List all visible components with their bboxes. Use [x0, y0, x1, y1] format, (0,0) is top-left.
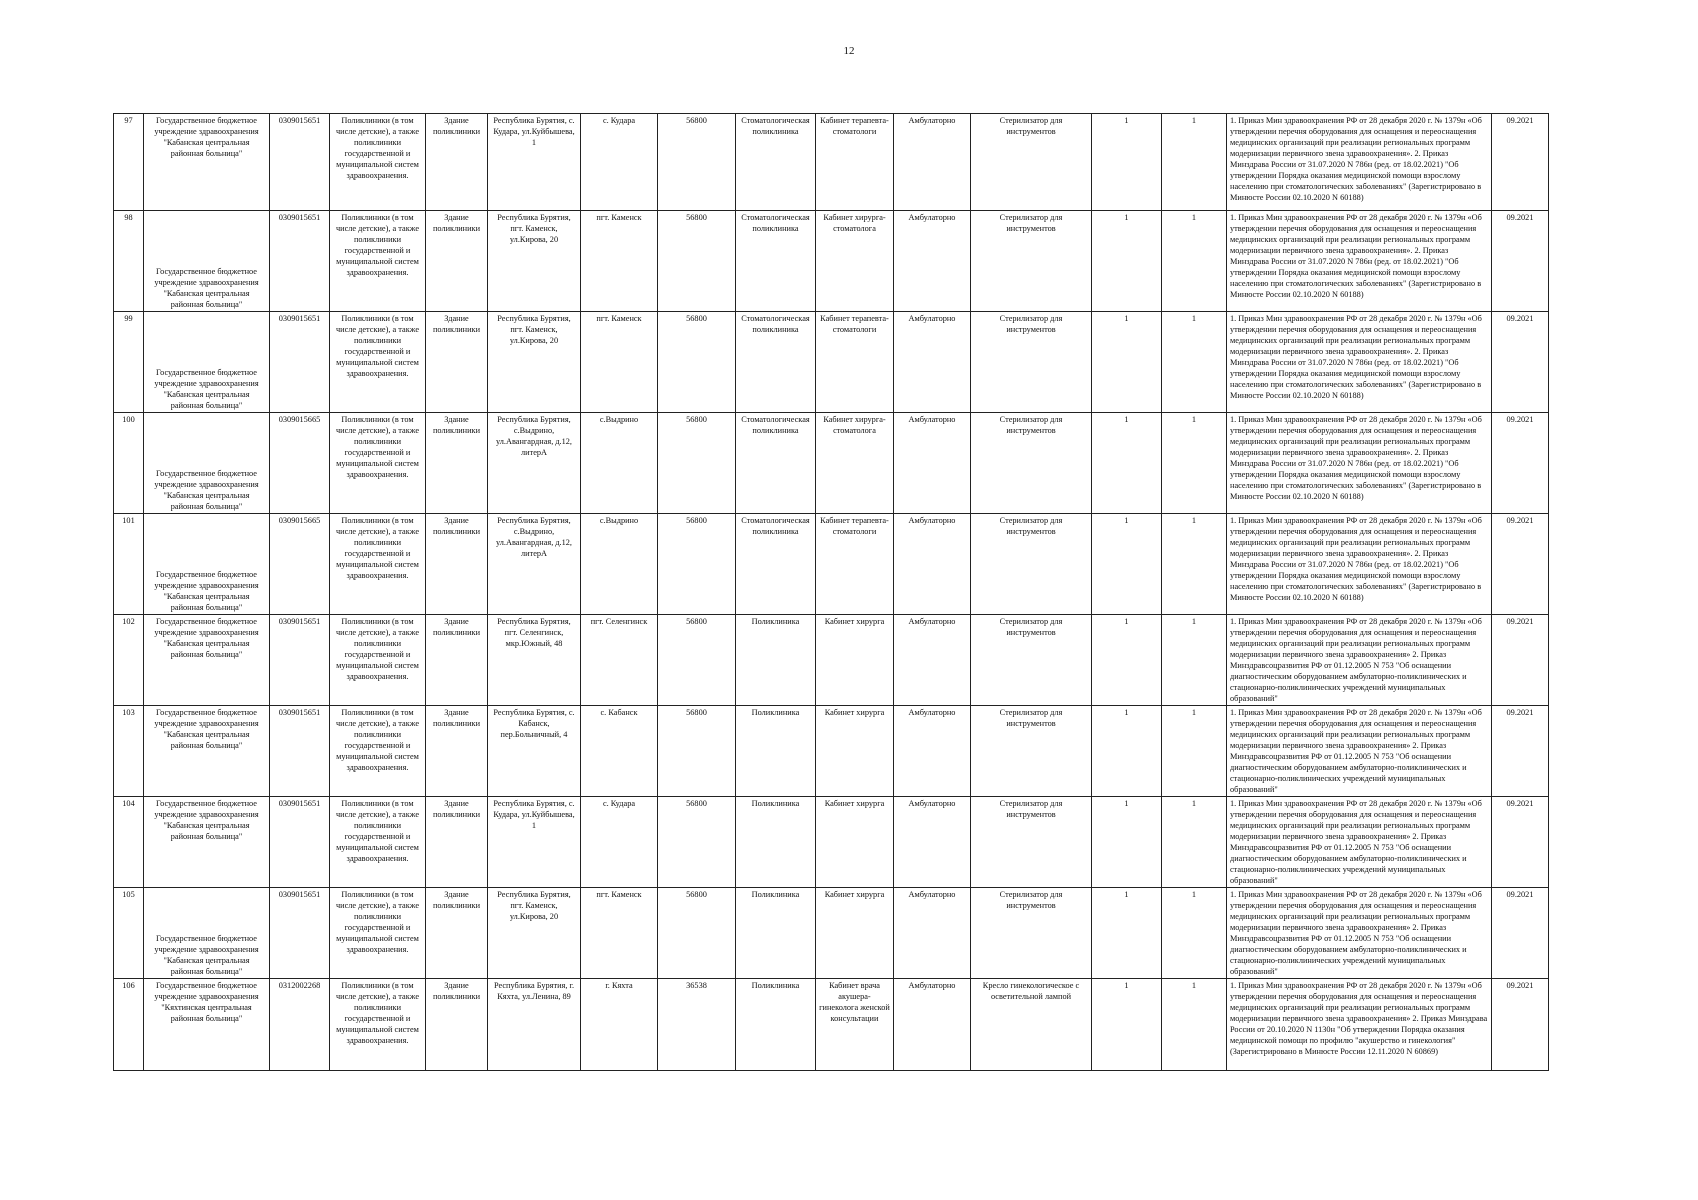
department-cell: Поликлиника [736, 615, 816, 706]
building-type-cell: Здание поликлиники [426, 797, 488, 888]
address-cell: Республика Бурятия, с.Выдрино, ул.Авангардная, д.12, литерА [488, 413, 581, 514]
locality-cell: с. Кудара [581, 797, 658, 888]
address-cell: Республика Бурятия, с. Кудара, ул.Куйбышева, 1 [488, 114, 581, 211]
room-name-cell: Кабинет хирурга [816, 888, 894, 979]
care-conditions-cell: Амбулаторно [894, 797, 971, 888]
row-number-cell: 103 [114, 706, 144, 797]
facility-type-cell: Поликлиники (в том числе детские), а также поликлиники государственной и муниципальной систем здравоохранения. [330, 888, 426, 979]
facility-type-cell: Поликлиники (в том числе детские), а также поликлиники государственной и муниципальной систем здравоохранения. [330, 706, 426, 797]
table-row [114, 615, 1549, 706]
quantity-planned-cell: 1 [1162, 514, 1227, 615]
organization-name-cell: Государственное бюджетное учреждение здравоохранения "Кабанская центральная районная больница" [144, 797, 270, 888]
delivery-date-cell: 09.2021 [1492, 888, 1549, 979]
okato-code-cell: 56800 [658, 706, 736, 797]
room-name-cell: Кабинет врача акушера-гинеколога женской консультации [816, 979, 894, 1071]
okato-code-cell: 36538 [658, 979, 736, 1071]
facility-type-cell: Поликлиники (в том числе детские), а также поликлиники государственной и муниципальной систем здравоохранения. [330, 114, 426, 211]
org-code-cell: 0309015665 [270, 413, 330, 514]
quantity-planned-cell: 1 [1162, 615, 1227, 706]
delivery-date-cell: 09.2021 [1492, 413, 1549, 514]
care-conditions-cell: Амбулаторно [894, 979, 971, 1071]
quantity-required-cell: 1 [1092, 312, 1162, 413]
care-conditions-cell: Амбулаторно [894, 888, 971, 979]
equipment-name-cell: Стерилизатор для инструментов [971, 413, 1092, 514]
table-row [114, 514, 1549, 615]
locality-cell: с. Кудара [581, 114, 658, 211]
building-type-cell: Здание поликлиники [426, 979, 488, 1071]
department-cell: Стоматологическая поликлиника [736, 114, 816, 211]
okato-code-cell: 56800 [658, 514, 736, 615]
quantity-required-cell: 1 [1092, 514, 1162, 615]
organization-name-cell: Государственное бюджетное учреждение здравоохранения "Кяхтинская центральная районная больница" [144, 979, 270, 1071]
regulatory-basis-cell: 1. Приказ Мин здравоохранения РФ от 28 декабря 2020 г. № 1379н «Об утверждении перечня оборудования для оснащения и переоснащения медицинских организаций при реализации региональных программ модернизации первичного звена здравоохранения» 2. Приказ Минздрава России от 20.10.2020 N 1130н "Об утверждении Порядка оказания медицинской помощи по профилю "акушерство и гинекология" (Зарегистрировано в Минюсте России 12.11.2020 N 60869) [1227, 979, 1492, 1071]
table-row [114, 797, 1549, 888]
locality-cell: с. Кабанск [581, 706, 658, 797]
facility-type-cell: Поликлиники (в том числе детские), а также поликлиники государственной и муниципальной систем здравоохранения. [330, 514, 426, 615]
address-cell: Республика Бурятия, пгт. Каменск, ул.Кирова, 20 [488, 888, 581, 979]
regulatory-basis-cell: 1. Приказ Мин здравоохранения РФ от 28 декабря 2020 г. № 1379н «Об утверждении перечня оборудования для оснащения и переоснащения медицинских организаций при реализации региональных программ модернизации первичного звена здравоохранения». 2. Приказ Минздрава России от 31.07.2020 N 786н (ред. от 18.02.2021) "Об утверждении Порядка оказания медицинской помощи взрослому населению при стоматологических заболеваниях" (Зарегистрировано в Минюсте России 02.10.2020 N 60188) [1227, 514, 1492, 615]
room-name-cell: Кабинет терапевта-стоматологи [816, 312, 894, 413]
care-conditions-cell: Амбулаторно [894, 413, 971, 514]
facility-type-cell: Поликлиники (в том числе детские), а также поликлиники государственной и муниципальной систем здравоохранения. [330, 797, 426, 888]
regulatory-basis-cell: 1. Приказ Мин здравоохранения РФ от 28 декабря 2020 г. № 1379н «Об утверждении перечня оборудования для оснащения и переоснащения медицинских организаций при реализации региональных программ модернизации первичного звена здравоохранения» 2. Приказ Минздравсоцразвития РФ от 01.12.2005 N 753 "Об оснащении диагностическим оборудованием амбулаторно-поликлинических и стационарно-поликлинических учреждений муниципальных образований" [1227, 615, 1492, 706]
care-conditions-cell: Амбулаторно [894, 114, 971, 211]
delivery-date-cell: 09.2021 [1492, 797, 1549, 888]
table-row [114, 888, 1549, 979]
delivery-date-cell: 09.2021 [1492, 615, 1549, 706]
okato-code-cell: 56800 [658, 413, 736, 514]
row-number-cell: 104 [114, 797, 144, 888]
org-code-cell: 0309015651 [270, 706, 330, 797]
org-code-cell: 0309015651 [270, 312, 330, 413]
row-number-cell: 102 [114, 615, 144, 706]
room-name-cell: Кабинет хирурга [816, 615, 894, 706]
room-name-cell: Кабинет хирурга-стоматолога [816, 211, 894, 312]
facility-type-cell: Поликлиники (в том числе детские), а также поликлиники государственной и муниципальной систем здравоохранения. [330, 979, 426, 1071]
address-cell: Республика Бурятия, с.Выдрино, ул.Авангардная, д.12, литерА [488, 514, 581, 615]
address-cell: Республика Бурятия, с. Кабанск, пер.Больничный, 4 [488, 706, 581, 797]
delivery-date-cell: 09.2021 [1492, 211, 1549, 312]
quantity-required-cell: 1 [1092, 706, 1162, 797]
facility-type-cell: Поликлиники (в том числе детские), а также поликлиники государственной и муниципальной систем здравоохранения. [330, 615, 426, 706]
table-row [114, 211, 1549, 312]
locality-cell: пгт. Каменск [581, 312, 658, 413]
org-code-cell: 0309015651 [270, 888, 330, 979]
equipment-name-cell: Кресло гинекологическое с осветительной лампой [971, 979, 1092, 1071]
room-name-cell: Кабинет терапевта-стоматологи [816, 514, 894, 615]
equipment-name-cell: Стерилизатор для инструментов [971, 888, 1092, 979]
equipment-name-cell: Стерилизатор для инструментов [971, 114, 1092, 211]
table-row [114, 706, 1549, 797]
delivery-date-cell: 09.2021 [1492, 706, 1549, 797]
building-type-cell: Здание поликлиники [426, 615, 488, 706]
department-cell: Поликлиника [736, 706, 816, 797]
table-row [114, 312, 1549, 413]
care-conditions-cell: Амбулаторно [894, 706, 971, 797]
room-name-cell: Кабинет хирурга-стоматолога [816, 413, 894, 514]
locality-cell: пгт. Каменск [581, 211, 658, 312]
address-cell: Республика Бурятия, г. Кяхта, ул.Ленина, 89 [488, 979, 581, 1071]
locality-cell: с.Выдрино [581, 514, 658, 615]
page-number: 12 [843, 45, 855, 57]
okato-code-cell: 56800 [658, 888, 736, 979]
org-code-cell: 0309015651 [270, 114, 330, 211]
table-row [114, 979, 1549, 1071]
address-cell: Республика Бурятия, пгт. Селенгинск, мкр.Южный, 48 [488, 615, 581, 706]
table-row [114, 114, 1549, 211]
building-type-cell: Здание поликлиники [426, 706, 488, 797]
okato-code-cell: 56800 [658, 312, 736, 413]
building-type-cell: Здание поликлиники [426, 514, 488, 615]
quantity-planned-cell: 1 [1162, 114, 1227, 211]
organization-name-cell: Государственное бюджетное учреждение здравоохранения "Кабанская центральная районная больница" [144, 413, 270, 514]
department-cell: Стоматологическая поликлиника [736, 312, 816, 413]
equipment-name-cell: Стерилизатор для инструментов [971, 706, 1092, 797]
department-cell: Поликлиника [736, 797, 816, 888]
row-number-cell: 105 [114, 888, 144, 979]
okato-code-cell: 56800 [658, 615, 736, 706]
regulatory-basis-cell: 1. Приказ Мин здравоохранения РФ от 28 декабря 2020 г. № 1379н «Об утверждении перечня оборудования для оснащения и переоснащения медицинских организаций при реализации региональных программ модернизации первичного звена здравоохранения» 2. Приказ Минздравсоцразвития РФ от 01.12.2005 N 753 "Об оснащении диагностическим оборудованием амбулаторно-поликлинических и стационарно-поликлинических учреждений муниципальных образований" [1227, 797, 1492, 888]
care-conditions-cell: Амбулаторно [894, 615, 971, 706]
equipment-name-cell: Стерилизатор для инструментов [971, 312, 1092, 413]
org-code-cell: 0309015651 [270, 797, 330, 888]
care-conditions-cell: Амбулаторно [894, 211, 971, 312]
quantity-planned-cell: 1 [1162, 312, 1227, 413]
organization-name-cell: Государственное бюджетное учреждение здравоохранения "Кабанская центральная районная больница" [144, 615, 270, 706]
quantity-planned-cell: 1 [1162, 888, 1227, 979]
quantity-required-cell: 1 [1092, 979, 1162, 1071]
equipment-register-table [113, 113, 1549, 1071]
department-cell: Поликлиника [736, 979, 816, 1071]
quantity-required-cell: 1 [1092, 615, 1162, 706]
room-name-cell: Кабинет терапевта-стоматологи [816, 114, 894, 211]
row-number-cell: 98 [114, 211, 144, 312]
facility-type-cell: Поликлиники (в том числе детские), а также поликлиники государственной и муниципальной систем здравоохранения. [330, 312, 426, 413]
org-code-cell: 0309015665 [270, 514, 330, 615]
okato-code-cell: 56800 [658, 114, 736, 211]
organization-name-cell: Государственное бюджетное учреждение здравоохранения "Кабанская центральная районная больница" [144, 514, 270, 615]
address-cell: Республика Бурятия, с. Кудара, ул.Куйбышева, 1 [488, 797, 581, 888]
quantity-planned-cell: 1 [1162, 979, 1227, 1071]
equipment-name-cell: Стерилизатор для инструментов [971, 797, 1092, 888]
quantity-required-cell: 1 [1092, 797, 1162, 888]
quantity-required-cell: 1 [1092, 211, 1162, 312]
locality-cell: с.Выдрино [581, 413, 658, 514]
facility-type-cell: Поликлиники (в том числе детские), а также поликлиники государственной и муниципальной систем здравоохранения. [330, 211, 426, 312]
row-number-cell: 106 [114, 979, 144, 1071]
locality-cell: пгт. Каменск [581, 888, 658, 979]
equipment-name-cell: Стерилизатор для инструментов [971, 514, 1092, 615]
quantity-planned-cell: 1 [1162, 413, 1227, 514]
quantity-planned-cell: 1 [1162, 706, 1227, 797]
care-conditions-cell: Амбулаторно [894, 514, 971, 615]
regulatory-basis-cell: 1. Приказ Мин здравоохранения РФ от 28 декабря 2020 г. № 1379н «Об утверждении перечня оборудования для оснащения и переоснащения медицинских организаций при реализации региональных программ модернизации первичного звена здравоохранения» 2. Приказ Минздравсоцразвития РФ от 01.12.2005 N 753 "Об оснащении диагностическим оборудованием амбулаторно-поликлинических и стационарно-поликлинических учреждений муниципальных образований" [1227, 706, 1492, 797]
org-code-cell: 0309015651 [270, 211, 330, 312]
locality-cell: пгт. Селенгинск [581, 615, 658, 706]
regulatory-basis-cell: 1. Приказ Мин здравоохранения РФ от 28 декабря 2020 г. № 1379н «Об утверждении перечня оборудования для оснащения и переоснащения медицинских организаций при реализации региональных программ модернизации первичного звена здравоохранения» 2. Приказ Минздравсоцразвития РФ от 01.12.2005 N 753 "Об оснащении диагностическим оборудованием амбулаторно-поликлинических и стационарно-поликлинических учреждений муниципальных образований" [1227, 888, 1492, 979]
quantity-planned-cell: 1 [1162, 797, 1227, 888]
delivery-date-cell: 09.2021 [1492, 114, 1549, 211]
row-number-cell: 100 [114, 413, 144, 514]
delivery-date-cell: 09.2021 [1492, 514, 1549, 615]
locality-cell: г. Кяхта [581, 979, 658, 1071]
delivery-date-cell: 09.2021 [1492, 979, 1549, 1071]
address-cell: Республика Бурятия, пгт. Каменск, ул.Кирова, 20 [488, 211, 581, 312]
regulatory-basis-cell: 1. Приказ Мин здравоохранения РФ от 28 декабря 2020 г. № 1379н «Об утверждении перечня оборудования для оснащения и переоснащения медицинских организаций при реализации региональных программ модернизации первичного звена здравоохранения». 2. Приказ Минздрава России от 31.07.2020 N 786н (ред. от 18.02.2021) "Об утверждении Порядка оказания медицинской помощи взрослому населению при стоматологических заболеваниях" (Зарегистрировано в Минюсте России 02.10.2020 N 60188) [1227, 114, 1492, 211]
organization-name-cell: Государственное бюджетное учреждение здравоохранения "Кабанская центральная районная больница" [144, 706, 270, 797]
row-number-cell: 101 [114, 514, 144, 615]
equipment-name-cell: Стерилизатор для инструментов [971, 615, 1092, 706]
organization-name-cell: Государственное бюджетное учреждение здравоохранения "Кабанская центральная районная больница" [144, 888, 270, 979]
regulatory-basis-cell: 1. Приказ Мин здравоохранения РФ от 28 декабря 2020 г. № 1379н «Об утверждении перечня оборудования для оснащения и переоснащения медицинских организаций при реализации региональных программ модернизации первичного звена здравоохранения». 2. Приказ Минздрава России от 31.07.2020 N 786н (ред. от 18.02.2021) "Об утверждении Порядка оказания медицинской помощи взрослому населению при стоматологических заболеваниях" (Зарегистрировано в Минюсте России 02.10.2020 N 60188) [1227, 211, 1492, 312]
department-cell: Стоматологическая поликлиника [736, 211, 816, 312]
row-number-cell: 97 [114, 114, 144, 211]
room-name-cell: Кабинет хирурга [816, 706, 894, 797]
okato-code-cell: 56800 [658, 211, 736, 312]
org-code-cell: 0309015651 [270, 615, 330, 706]
quantity-required-cell: 1 [1092, 888, 1162, 979]
row-number-cell: 99 [114, 312, 144, 413]
building-type-cell: Здание поликлиники [426, 211, 488, 312]
table-row [114, 413, 1549, 514]
okato-code-cell: 56800 [658, 797, 736, 888]
building-type-cell: Здание поликлиники [426, 312, 488, 413]
regulatory-basis-cell: 1. Приказ Мин здравоохранения РФ от 28 декабря 2020 г. № 1379н «Об утверждении перечня оборудования для оснащения и переоснащения медицинских организаций при реализации региональных программ модернизации первичного звена здравоохранения». 2. Приказ Минздрава России от 31.07.2020 N 786н (ред. от 18.02.2021) "Об утверждении Порядка оказания медицинской помощи взрослому населению при стоматологических заболеваниях" (Зарегистрировано в Минюсте России 02.10.2020 N 60188) [1227, 413, 1492, 514]
org-code-cell: 0312002268 [270, 979, 330, 1071]
department-cell: Поликлиника [736, 888, 816, 979]
address-cell: Республика Бурятия, пгт. Каменск, ул.Кирова, 20 [488, 312, 581, 413]
facility-type-cell: Поликлиники (в том числе детские), а также поликлиники государственной и муниципальной систем здравоохранения. [330, 413, 426, 514]
quantity-required-cell: 1 [1092, 413, 1162, 514]
quantity-planned-cell: 1 [1162, 211, 1227, 312]
care-conditions-cell: Амбулаторно [894, 312, 971, 413]
delivery-date-cell: 09.2021 [1492, 312, 1549, 413]
building-type-cell: Здание поликлиники [426, 114, 488, 211]
equipment-name-cell: Стерилизатор для инструментов [971, 211, 1092, 312]
quantity-required-cell: 1 [1092, 114, 1162, 211]
organization-name-cell: Государственное бюджетное учреждение здравоохранения "Кабанская центральная районная больница" [144, 211, 270, 312]
department-cell: Стоматологическая поликлиника [736, 514, 816, 615]
organization-name-cell: Государственное бюджетное учреждение здравоохранения "Кабанская центральная районная больница" [144, 114, 270, 211]
organization-name-cell: Государственное бюджетное учреждение здравоохранения "Кабанская центральная районная больница" [144, 312, 270, 413]
room-name-cell: Кабинет хирурга [816, 797, 894, 888]
department-cell: Стоматологическая поликлиника [736, 413, 816, 514]
regulatory-basis-cell: 1. Приказ Мин здравоохранения РФ от 28 декабря 2020 г. № 1379н «Об утверждении перечня оборудования для оснащения и переоснащения медицинских организаций при реализации региональных программ модернизации первичного звена здравоохранения». 2. Приказ Минздрава России от 31.07.2020 N 786н (ред. от 18.02.2021) "Об утверждении Порядка оказания медицинской помощи взрослому населению при стоматологических заболеваниях" (Зарегистрировано в Минюсте России 02.10.2020 N 60188) [1227, 312, 1492, 413]
building-type-cell: Здание поликлиники [426, 413, 488, 514]
building-type-cell: Здание поликлиники [426, 888, 488, 979]
